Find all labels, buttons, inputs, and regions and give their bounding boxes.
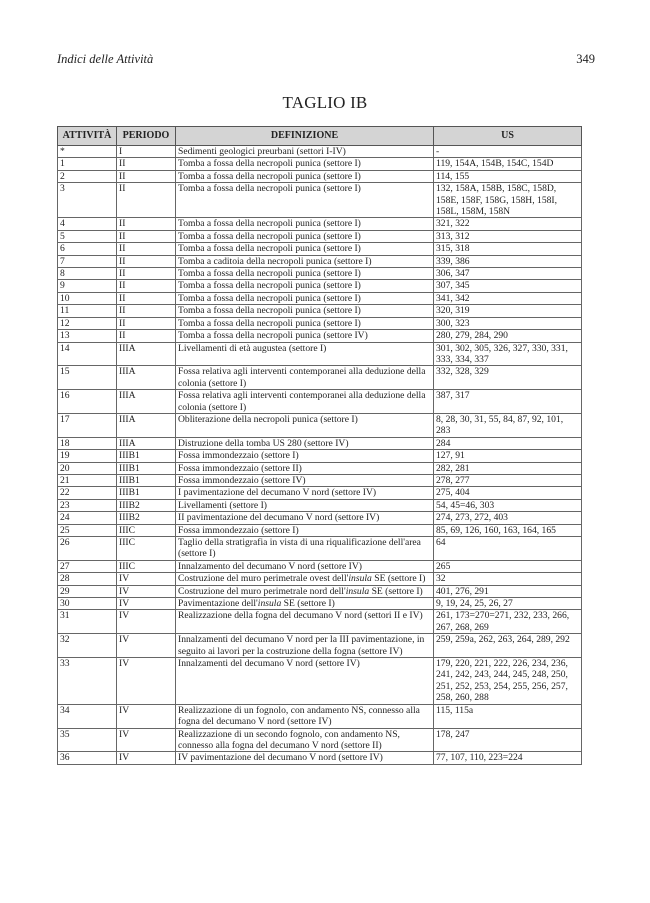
table-row	[58, 499, 582, 511]
cell-us: 64	[434, 537, 582, 561]
cell-periodo: IIIA	[117, 366, 176, 390]
cell-attivita: 20	[58, 462, 117, 474]
table-row	[58, 728, 582, 752]
cell-us: 339, 386	[434, 255, 582, 267]
cell-definizione: Tomba a fossa della necropoli punica (settore I)	[176, 292, 434, 304]
cell-definizione: Fossa immondezzaio (settore II)	[176, 462, 434, 474]
table-row	[58, 487, 582, 499]
cell-definizione: Tomba a fossa della necropoli punica (settore I)	[176, 230, 434, 242]
cell-definizione: Tomba a fossa della necropoli punica (settore I)	[176, 305, 434, 317]
cell-attivita: 16	[58, 390, 117, 414]
cell-definizione: Innalzamenti del decumano V nord per la III pavimentazione, in seguito ai lavori per la costruzione della fogna (settore IV)	[176, 634, 434, 658]
table-row	[58, 437, 582, 449]
cell-attivita: 9	[58, 280, 117, 292]
cell-us: 259, 259a, 262, 263, 264, 289, 292	[434, 634, 582, 658]
cell-attivita: 7	[58, 255, 117, 267]
table-row	[58, 585, 582, 597]
cell-periodo: II	[117, 230, 176, 242]
table-row	[58, 243, 582, 255]
cell-periodo: II	[117, 255, 176, 267]
cell-periodo: IV	[117, 598, 176, 610]
table-row	[58, 230, 582, 242]
cell-definizione: Tomba a fossa della necropoli punica (settore I)	[176, 158, 434, 170]
cell-periodo: II	[117, 268, 176, 280]
cell-attivita: 2	[58, 170, 117, 182]
cell-definizione: Tomba a fossa della necropoli punica (settore I)	[176, 280, 434, 292]
cell-us: 313, 312	[434, 230, 582, 242]
table-row	[58, 366, 582, 390]
cell-us: 261, 173=270=271, 232, 233, 266, 267, 268, 269	[434, 610, 582, 634]
cell-us: 300, 323	[434, 317, 582, 329]
cell-periodo: II	[117, 292, 176, 304]
cell-periodo: IV	[117, 634, 176, 658]
table-row	[58, 512, 582, 524]
cell-periodo: IIIB2	[117, 512, 176, 524]
cell-definizione: Tomba a fossa della necropoli punica (settore I)	[176, 218, 434, 230]
cell-periodo: II	[117, 317, 176, 329]
cell-periodo: IIIC	[117, 560, 176, 572]
cell-definizione: Obliterazione della necropoli punica (settore I)	[176, 413, 434, 437]
cell-periodo: IV	[117, 704, 176, 728]
table-row	[58, 658, 582, 705]
cell-definizione: Tomba a fossa della necropoli punica (settore I)	[176, 183, 434, 218]
column-header-attivita: ATTIVITÀ	[58, 127, 117, 146]
cell-periodo: II	[117, 218, 176, 230]
table-row	[58, 342, 582, 366]
table-row	[58, 634, 582, 658]
table-row	[58, 170, 582, 182]
cell-us: 284	[434, 437, 582, 449]
cell-us: 341, 342	[434, 292, 582, 304]
cell-definizione: Sedimenti geologici preurbani (settori I-IV)	[176, 146, 434, 158]
table-row	[58, 752, 582, 764]
table-row	[58, 158, 582, 170]
cell-attivita: 14	[58, 342, 117, 366]
cell-definizione: Pavimentazione dell'insula SE (settore I)	[176, 598, 434, 610]
cell-periodo: IV	[117, 658, 176, 705]
cell-periodo: II	[117, 158, 176, 170]
table-row	[58, 292, 582, 304]
cell-attivita: 15	[58, 366, 117, 390]
cell-periodo: II	[117, 330, 176, 342]
table-row	[58, 462, 582, 474]
cell-us: 401, 276, 291	[434, 585, 582, 597]
cell-us: 282, 281	[434, 462, 582, 474]
cell-definizione: Costruzione del muro perimetrale nord dell'insula SE (settore I)	[176, 585, 434, 597]
table-row	[58, 317, 582, 329]
cell-periodo: IIIB2	[117, 499, 176, 511]
cell-definizione: Fossa immondezzaio (settore IV)	[176, 474, 434, 486]
cell-periodo: IIIA	[117, 390, 176, 414]
cell-definizione: Tomba a fossa della necropoli punica (settore IV)	[176, 330, 434, 342]
cell-us: 275, 404	[434, 487, 582, 499]
column-header-periodo: PERIODO	[117, 127, 176, 146]
cell-definizione: Fossa relativa agli interventi contemporanei alla deduzione della colonia (settore I)	[176, 390, 434, 414]
cell-periodo: IV	[117, 728, 176, 752]
cell-periodo: IIIA	[117, 342, 176, 366]
cell-definizione: II pavimentazione del decumano V nord (settore IV)	[176, 512, 434, 524]
cell-attivita: 33	[58, 658, 117, 705]
cell-periodo: IIIB1	[117, 487, 176, 499]
cell-definizione: Costruzione del muro perimetrale ovest dell'insula SE (settore I)	[176, 573, 434, 585]
table-row	[58, 390, 582, 414]
cell-periodo: IIIB1	[117, 450, 176, 462]
table-row	[58, 146, 582, 158]
cell-attivita: 32	[58, 634, 117, 658]
table-row	[58, 560, 582, 572]
cell-us: 127, 91	[434, 450, 582, 462]
cell-periodo: II	[117, 243, 176, 255]
cell-definizione: Tomba a fossa della necropoli punica (settore I)	[176, 243, 434, 255]
table-row	[58, 598, 582, 610]
cell-us: 9, 19, 24, 25, 26, 27	[434, 598, 582, 610]
cell-attivita: 13	[58, 330, 117, 342]
cell-definizione: Innalzamento del decumano V nord (settore IV)	[176, 560, 434, 572]
cell-us: 114, 155	[434, 170, 582, 182]
cell-periodo: IV	[117, 610, 176, 634]
cell-us: 115, 115a	[434, 704, 582, 728]
cell-definizione: Distruzione della tomba US 280 (settore IV)	[176, 437, 434, 449]
cell-attivita: 30	[58, 598, 117, 610]
table-row	[58, 218, 582, 230]
cell-attivita: 29	[58, 585, 117, 597]
cell-us: 119, 154A, 154B, 154C, 154D	[434, 158, 582, 170]
table-header-row	[58, 127, 582, 146]
cell-definizione: Tomba a fossa della necropoli punica (settore I)	[176, 268, 434, 280]
cell-definizione: Tomba a fossa della necropoli punica (settore I)	[176, 170, 434, 182]
table-row	[58, 474, 582, 486]
cell-attivita: 23	[58, 499, 117, 511]
cell-definizione: Livellamenti di età augustea (settore I)	[176, 342, 434, 366]
cell-definizione: IV pavimentazione del decumano V nord (settore IV)	[176, 752, 434, 764]
cell-us: 265	[434, 560, 582, 572]
cell-attivita: 4	[58, 218, 117, 230]
cell-attivita: 10	[58, 292, 117, 304]
cell-periodo: IIIC	[117, 537, 176, 561]
cell-us: 77, 107, 110, 223=224	[434, 752, 582, 764]
cell-us: 132, 158A, 158B, 158C, 158D, 158E, 158F, 158G, 158H, 158I, 158L, 158M, 158N	[434, 183, 582, 218]
table-row	[58, 268, 582, 280]
cell-periodo: IV	[117, 573, 176, 585]
cell-periodo: IIIB1	[117, 462, 176, 474]
cell-definizione: Realizzazione di un fognolo, con andamento NS, connesso alla fogna del decumano V nord (settore IV)	[176, 704, 434, 728]
cell-periodo: II	[117, 183, 176, 218]
cell-definizione: I pavimentazione del decumano V nord (settore IV)	[176, 487, 434, 499]
cell-attivita: 6	[58, 243, 117, 255]
table-row	[58, 537, 582, 561]
cell-attivita: 12	[58, 317, 117, 329]
cell-us: 8, 28, 30, 31, 55, 84, 87, 92, 101, 283	[434, 413, 582, 437]
cell-definizione: Fossa immondezzaio (settore I)	[176, 450, 434, 462]
cell-attivita: 21	[58, 474, 117, 486]
cell-definizione: Tomba a caditoia della necropoli punica (settore I)	[176, 255, 434, 267]
cell-us: 85, 69, 126, 160, 163, 164, 165	[434, 524, 582, 536]
cell-periodo: IIIA	[117, 437, 176, 449]
cell-periodo: I	[117, 146, 176, 158]
cell-periodo: IIIB1	[117, 474, 176, 486]
cell-attivita: 35	[58, 728, 117, 752]
column-header-us: US	[434, 127, 582, 146]
cell-periodo: II	[117, 305, 176, 317]
cell-attivita: 25	[58, 524, 117, 536]
table-row	[58, 183, 582, 218]
cell-us: 332, 328, 329	[434, 366, 582, 390]
cell-us: 54, 45=46, 303	[434, 499, 582, 511]
cell-attivita: 1	[58, 158, 117, 170]
table-row	[58, 610, 582, 634]
running-header: Indici delle Attività	[57, 52, 154, 66]
cell-attivita: 8	[58, 268, 117, 280]
cell-attivita: 34	[58, 704, 117, 728]
cell-us: 32	[434, 573, 582, 585]
cell-attivita: 11	[58, 305, 117, 317]
page-number: 349	[576, 52, 595, 66]
cell-attivita: 24	[58, 512, 117, 524]
cell-us: 387, 317	[434, 390, 582, 414]
cell-attivita: 19	[58, 450, 117, 462]
table-row	[58, 573, 582, 585]
cell-periodo: II	[117, 170, 176, 182]
cell-us: 280, 279, 284, 290	[434, 330, 582, 342]
cell-periodo: IIIC	[117, 524, 176, 536]
cell-us: 274, 273, 272, 403	[434, 512, 582, 524]
cell-definizione: Realizzazione di un secondo fognolo, con andamento NS, connesso alla fogna del decumano V nord (settore II)	[176, 728, 434, 752]
table-row	[58, 305, 582, 317]
table-row	[58, 330, 582, 342]
cell-us: 307, 345	[434, 280, 582, 292]
cell-attivita: 36	[58, 752, 117, 764]
cell-periodo: IIIA	[117, 413, 176, 437]
cell-definizione: Livellamenti (settore I)	[176, 499, 434, 511]
cell-attivita: 17	[58, 413, 117, 437]
table-row	[58, 280, 582, 292]
column-header-definizione: DEFINIZIONE	[176, 127, 434, 146]
cell-periodo: IV	[117, 585, 176, 597]
cell-periodo: IV	[117, 752, 176, 764]
cell-us: -	[434, 146, 582, 158]
cell-definizione: Innalzamenti del decumano V nord (settore IV)	[176, 658, 434, 705]
table-row	[58, 704, 582, 728]
cell-us: 315, 318	[434, 243, 582, 255]
cell-attivita: 31	[58, 610, 117, 634]
cell-us: 320, 319	[434, 305, 582, 317]
cell-us: 301, 302, 305, 326, 327, 330, 331, 333, 334, 337	[434, 342, 582, 366]
cell-definizione: Taglio della stratigrafia in vista di una riqualificazione dell'area (settore I)	[176, 537, 434, 561]
cell-attivita: 22	[58, 487, 117, 499]
cell-us: 179, 220, 221, 222, 226, 234, 236, 241, 242, 243, 244, 245, 248, 250, 251, 252, 253, 254, 255, 256, 257, 258, 260, 288	[434, 658, 582, 705]
table-row	[58, 450, 582, 462]
table-row	[58, 255, 582, 267]
cell-definizione: Fossa relativa agli interventi contemporanei alla deduzione della colonia (settore I)	[176, 366, 434, 390]
cell-attivita: 28	[58, 573, 117, 585]
cell-us: 278, 277	[434, 474, 582, 486]
cell-attivita: *	[58, 146, 117, 158]
activities-table	[57, 126, 582, 765]
cell-definizione: Realizzazione della fogna del decumano V nord (settori II e IV)	[176, 610, 434, 634]
table-row	[58, 413, 582, 437]
page-title: TAGLIO IB	[282, 93, 368, 112]
cell-attivita: 3	[58, 183, 117, 218]
cell-us: 306, 347	[434, 268, 582, 280]
table-row	[58, 524, 582, 536]
cell-us: 321, 322	[434, 218, 582, 230]
cell-attivita: 18	[58, 437, 117, 449]
cell-attivita: 5	[58, 230, 117, 242]
cell-us: 178, 247	[434, 728, 582, 752]
cell-periodo: II	[117, 280, 176, 292]
cell-definizione: Tomba a fossa della necropoli punica (settore I)	[176, 317, 434, 329]
cell-attivita: 27	[58, 560, 117, 572]
cell-definizione: Fossa immondezzaio (settore I)	[176, 524, 434, 536]
cell-attivita: 26	[58, 537, 117, 561]
